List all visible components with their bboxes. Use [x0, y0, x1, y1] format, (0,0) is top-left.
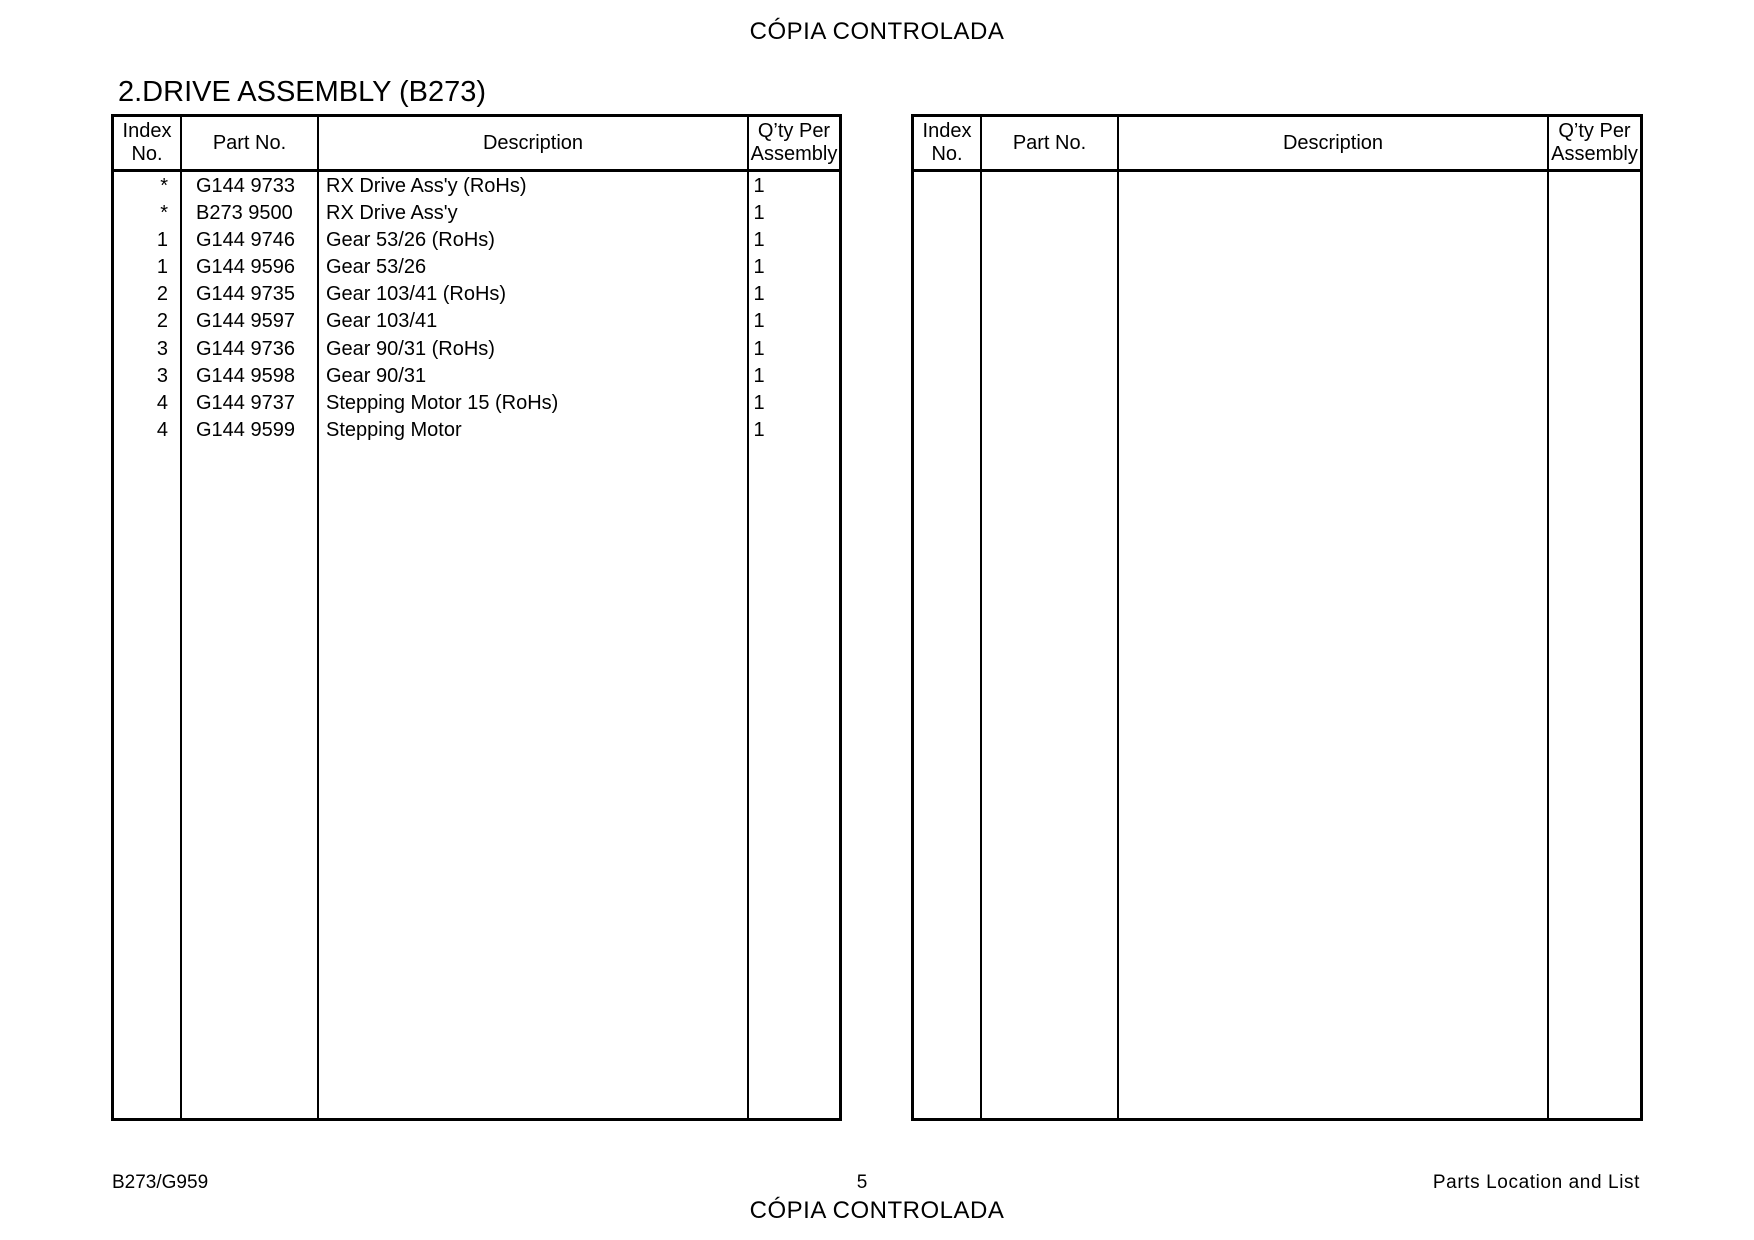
qty-cell: 1	[753, 283, 765, 306]
table-row	[114, 417, 839, 444]
header-description: Description	[1282, 131, 1384, 154]
column-divider	[1117, 117, 1119, 1118]
description-cell: Gear 53/26 (RoHs)	[326, 229, 495, 252]
index-cell: 3	[156, 337, 168, 360]
part-no-cell: G144 9737	[196, 391, 295, 414]
parts-rows	[114, 173, 839, 444]
part-no-cell: G144 9596	[196, 256, 295, 279]
description-cell: Gear 90/31	[326, 364, 427, 387]
column-divider	[1547, 117, 1549, 1118]
table-row	[114, 281, 839, 308]
qty-cell: 1	[753, 364, 765, 387]
description-cell: Stepping Motor 15 (RoHs)	[326, 391, 559, 414]
header-part-no: Part No.	[212, 131, 287, 154]
header-divider	[914, 169, 1640, 172]
table-row	[114, 173, 839, 200]
part-no-cell: G144 9598	[196, 364, 295, 387]
description-cell: Gear 103/41	[326, 310, 438, 333]
qty-cell: 1	[753, 229, 765, 252]
table-row	[114, 308, 839, 335]
footer-model: B273/G959	[112, 1172, 209, 1193]
description-cell: Gear 53/26	[326, 256, 427, 279]
table-row	[114, 254, 839, 281]
header-index: Index No.	[922, 120, 972, 165]
index-cell: *	[160, 202, 168, 225]
part-no-cell: G144 9733	[196, 175, 295, 197]
header-index: Index No.	[122, 120, 172, 165]
column-divider	[980, 117, 982, 1118]
qty-cell: 1	[753, 256, 765, 279]
qty-cell: 1	[753, 175, 765, 197]
index-cell: 3	[156, 364, 168, 387]
description-cell: RX Drive Ass'y (RoHs)	[326, 175, 527, 197]
index-cell: 2	[156, 310, 168, 333]
index-cell: 1	[156, 229, 168, 252]
description-cell: Gear 103/41 (RoHs)	[326, 283, 507, 306]
index-cell: 4	[156, 418, 168, 441]
qty-cell: 1	[753, 310, 765, 333]
qty-cell: 1	[753, 337, 765, 360]
table-row	[114, 363, 839, 390]
part-no-cell: G144 9735	[196, 283, 295, 306]
header-part-no: Part No.	[1012, 131, 1087, 154]
header-qty: Q’ty Per Assembly	[1551, 120, 1638, 165]
section-title: 2.DRIVE ASSEMBLY (B273)	[118, 76, 487, 108]
qty-cell: 1	[753, 391, 765, 414]
header-divider	[114, 169, 839, 172]
description-cell: Stepping Motor	[326, 418, 462, 441]
watermark-top: CÓPIA CONTROLADA	[749, 18, 1005, 45]
watermark-bottom: CÓPIA CONTROLADA	[749, 1197, 1005, 1224]
part-no-cell: G144 9736	[196, 337, 295, 360]
description-cell: Gear 90/31 (RoHs)	[326, 337, 495, 360]
index-cell: 2	[156, 283, 168, 306]
part-no-cell: G144 9599	[196, 418, 295, 441]
part-no-cell: B273 9500	[196, 202, 293, 225]
table-row	[114, 390, 839, 417]
table-row	[114, 227, 839, 254]
index-cell: 4	[156, 391, 168, 414]
qty-cell: 1	[753, 202, 765, 225]
qty-cell: 1	[753, 418, 765, 441]
header-qty: Q’ty Per Assembly	[750, 120, 838, 165]
footer-section-name: Parts Location and List	[1432, 1172, 1640, 1193]
part-no-cell: G144 9597	[196, 310, 295, 333]
index-cell: 1	[156, 256, 168, 279]
index-cell: *	[160, 175, 168, 197]
header-description: Description	[482, 131, 584, 154]
part-no-cell: G144 9746	[196, 229, 295, 252]
table-row	[114, 336, 839, 363]
page-number: 5	[856, 1172, 868, 1193]
description-cell: RX Drive Ass'y	[326, 202, 458, 225]
parts-table-right	[911, 114, 1643, 1121]
table-row	[114, 200, 839, 227]
parts-table-left	[111, 114, 842, 1121]
